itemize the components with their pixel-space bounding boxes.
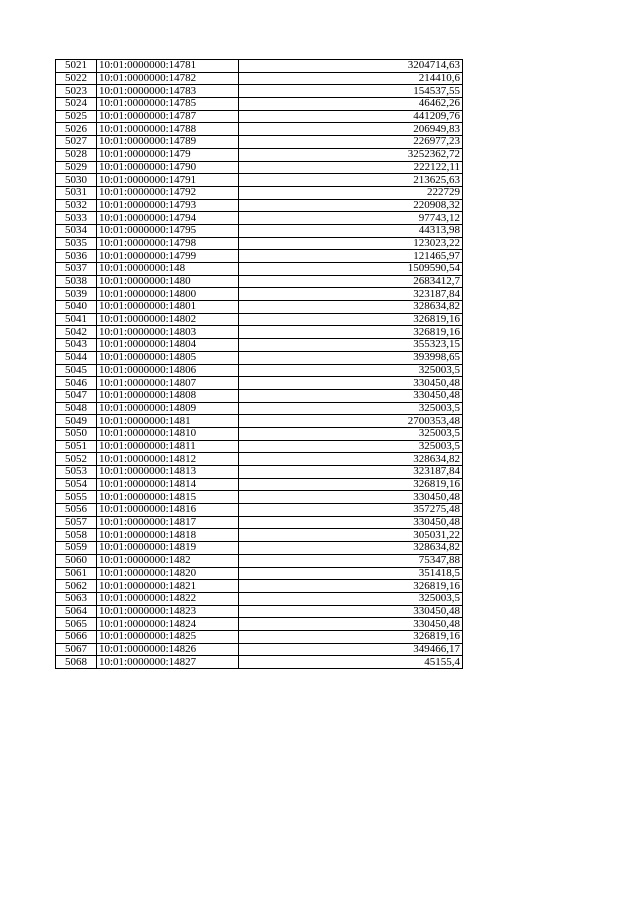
value-cell: 326819,16	[239, 478, 463, 491]
cadastral-number-cell: 10:01:0000000:14813	[97, 466, 239, 479]
row-number-cell: 5024	[56, 98, 97, 111]
row-number-cell: 5050	[56, 427, 97, 440]
cadastral-number-cell: 10:01:0000000:14791	[97, 174, 239, 187]
value-cell: 330450,48	[239, 389, 463, 402]
row-number-cell: 5046	[56, 377, 97, 390]
cadastral-number-cell: 10:01:0000000:14825	[97, 630, 239, 643]
row-number-cell: 5048	[56, 402, 97, 415]
row-number-cell: 5056	[56, 504, 97, 517]
value-cell: 330450,48	[239, 491, 463, 504]
row-number-cell: 5053	[56, 466, 97, 479]
value-cell: 44313,98	[239, 224, 463, 237]
cadastral-number-cell: 10:01:0000000:14794	[97, 212, 239, 225]
row-number-cell: 5065	[56, 618, 97, 631]
value-cell: 328634,82	[239, 301, 463, 314]
cadastral-number-cell: 10:01:0000000:14812	[97, 453, 239, 466]
table-row	[56, 72, 463, 85]
row-number-cell: 5041	[56, 313, 97, 326]
table-row	[56, 339, 463, 352]
value-cell: 305031,22	[239, 529, 463, 542]
value-cell: 325003,5	[239, 402, 463, 415]
value-cell: 46462,26	[239, 98, 463, 111]
row-number-cell: 5035	[56, 237, 97, 250]
row-number-cell: 5063	[56, 592, 97, 605]
value-cell: 3204714,63	[239, 60, 463, 73]
cadastral-number-cell: 10:01:0000000:14800	[97, 288, 239, 301]
cadastral-number-cell: 10:01:0000000:14788	[97, 123, 239, 136]
cadastral-number-cell: 10:01:0000000:14785	[97, 98, 239, 111]
cadastral-number-cell: 10:01:0000000:14783	[97, 85, 239, 98]
value-cell: 214410,6	[239, 72, 463, 85]
row-number-cell: 5045	[56, 364, 97, 377]
data-table	[55, 59, 463, 669]
table-row	[56, 301, 463, 314]
cadastral-number-cell: 10:01:0000000:14781	[97, 60, 239, 73]
row-number-cell: 5054	[56, 478, 97, 491]
cadastral-number-cell: 10:01:0000000:14819	[97, 542, 239, 555]
value-cell: 326819,16	[239, 580, 463, 593]
table-body	[56, 60, 463, 669]
cadastral-number-cell: 10:01:0000000:14816	[97, 504, 239, 517]
table-row	[56, 377, 463, 390]
cadastral-number-cell: 10:01:0000000:14806	[97, 364, 239, 377]
cadastral-number-cell: 10:01:0000000:14823	[97, 605, 239, 618]
table-row	[56, 466, 463, 479]
table-row	[56, 212, 463, 225]
value-cell: 220908,32	[239, 199, 463, 212]
row-number-cell: 5047	[56, 389, 97, 402]
cadastral-number-cell: 10:01:0000000:14790	[97, 161, 239, 174]
value-cell: 323187,84	[239, 288, 463, 301]
table-row	[56, 453, 463, 466]
value-cell: 393998,65	[239, 351, 463, 364]
row-number-cell: 5036	[56, 250, 97, 263]
value-cell: 222729	[239, 186, 463, 199]
row-number-cell: 5059	[56, 542, 97, 555]
cadastral-number-cell: 10:01:0000000:14826	[97, 643, 239, 656]
table-row	[56, 516, 463, 529]
cadastral-number-cell: 10:01:0000000:14814	[97, 478, 239, 491]
cadastral-number-cell: 10:01:0000000:14789	[97, 136, 239, 149]
value-cell: 351418,5	[239, 567, 463, 580]
value-cell: 213625,63	[239, 174, 463, 187]
row-number-cell: 5039	[56, 288, 97, 301]
row-number-cell: 5029	[56, 161, 97, 174]
row-number-cell: 5030	[56, 174, 97, 187]
table-row	[56, 592, 463, 605]
cadastral-number-cell: 10:01:0000000:14824	[97, 618, 239, 631]
table-row	[56, 98, 463, 111]
row-number-cell: 5051	[56, 440, 97, 453]
value-cell: 328634,82	[239, 542, 463, 555]
table-row	[56, 60, 463, 73]
table-row	[56, 174, 463, 187]
value-cell: 328634,82	[239, 453, 463, 466]
value-cell: 323187,84	[239, 466, 463, 479]
table-row	[56, 237, 463, 250]
table-row	[56, 402, 463, 415]
row-number-cell: 5057	[56, 516, 97, 529]
row-number-cell: 5052	[56, 453, 97, 466]
cadastral-number-cell: 10:01:0000000:14811	[97, 440, 239, 453]
cadastral-number-cell: 10:01:0000000:14827	[97, 656, 239, 669]
table-row	[56, 123, 463, 136]
table-row	[56, 326, 463, 339]
row-number-cell: 5022	[56, 72, 97, 85]
cadastral-number-cell: 10:01:0000000:14798	[97, 237, 239, 250]
value-cell: 1509590,54	[239, 263, 463, 276]
cadastral-number-cell: 10:01:0000000:14821	[97, 580, 239, 593]
value-cell: 441209,76	[239, 110, 463, 123]
value-cell: 326819,16	[239, 630, 463, 643]
value-cell: 154537,55	[239, 85, 463, 98]
row-number-cell: 5033	[56, 212, 97, 225]
row-number-cell: 5068	[56, 656, 97, 669]
table-row	[56, 250, 463, 263]
value-cell: 325003,5	[239, 427, 463, 440]
table-row	[56, 529, 463, 542]
cadastral-number-cell: 10:01:0000000:14799	[97, 250, 239, 263]
value-cell: 222122,11	[239, 161, 463, 174]
value-cell: 75347,88	[239, 554, 463, 567]
table-row	[56, 351, 463, 364]
table-row	[56, 567, 463, 580]
cadastral-number-cell: 10:01:0000000:14815	[97, 491, 239, 504]
table-row	[56, 136, 463, 149]
row-number-cell: 5027	[56, 136, 97, 149]
cadastral-number-cell: 10:01:0000000:14817	[97, 516, 239, 529]
row-number-cell: 5061	[56, 567, 97, 580]
value-cell: 357275,48	[239, 504, 463, 517]
cadastral-number-cell: 10:01:0000000:14822	[97, 592, 239, 605]
row-number-cell: 5060	[56, 554, 97, 567]
cadastral-number-cell: 10:01:0000000:14820	[97, 567, 239, 580]
table-row	[56, 313, 463, 326]
table-row	[56, 580, 463, 593]
value-cell: 349466,17	[239, 643, 463, 656]
table-row	[56, 656, 463, 669]
row-number-cell: 5067	[56, 643, 97, 656]
row-number-cell: 5038	[56, 275, 97, 288]
cadastral-number-cell: 10:01:0000000:14787	[97, 110, 239, 123]
row-number-cell: 5044	[56, 351, 97, 364]
table-row	[56, 618, 463, 631]
value-cell: 325003,5	[239, 364, 463, 377]
row-number-cell: 5049	[56, 415, 97, 428]
value-cell: 325003,5	[239, 440, 463, 453]
row-number-cell: 5055	[56, 491, 97, 504]
cadastral-number-cell: 10:01:0000000:1480	[97, 275, 239, 288]
row-number-cell: 5025	[56, 110, 97, 123]
cadastral-number-cell: 10:01:0000000:1482	[97, 554, 239, 567]
value-cell: 330450,48	[239, 516, 463, 529]
value-cell: 2683412,7	[239, 275, 463, 288]
table-row	[56, 643, 463, 656]
cadastral-number-cell: 10:01:0000000:14809	[97, 402, 239, 415]
row-number-cell: 5043	[56, 339, 97, 352]
cadastral-number-cell: 10:01:0000000:14782	[97, 72, 239, 85]
table-row	[56, 554, 463, 567]
cadastral-number-cell: 10:01:0000000:1479	[97, 148, 239, 161]
value-cell: 330450,48	[239, 605, 463, 618]
table-row	[56, 275, 463, 288]
cadastral-number-cell: 10:01:0000000:14803	[97, 326, 239, 339]
value-cell: 2700353,48	[239, 415, 463, 428]
row-number-cell: 5040	[56, 301, 97, 314]
value-cell: 355323,15	[239, 339, 463, 352]
value-cell: 121465,97	[239, 250, 463, 263]
table-row	[56, 161, 463, 174]
row-number-cell: 5042	[56, 326, 97, 339]
row-number-cell: 5058	[56, 529, 97, 542]
value-cell: 326819,16	[239, 326, 463, 339]
cadastral-number-cell: 10:01:0000000:14805	[97, 351, 239, 364]
value-cell: 330450,48	[239, 618, 463, 631]
value-cell: 330450,48	[239, 377, 463, 390]
table-row	[56, 186, 463, 199]
cadastral-number-cell: 10:01:0000000:14795	[97, 224, 239, 237]
row-number-cell: 5023	[56, 85, 97, 98]
table-row	[56, 389, 463, 402]
table-row	[56, 415, 463, 428]
table-row	[56, 364, 463, 377]
cadastral-number-cell: 10:01:0000000:14801	[97, 301, 239, 314]
table-row	[56, 605, 463, 618]
cadastral-number-cell: 10:01:0000000:14808	[97, 389, 239, 402]
table-row	[56, 440, 463, 453]
table-row	[56, 110, 463, 123]
cadastral-number-cell: 10:01:0000000:14802	[97, 313, 239, 326]
table-row	[56, 491, 463, 504]
cadastral-number-cell: 10:01:0000000:148	[97, 263, 239, 276]
value-cell: 226977,23	[239, 136, 463, 149]
table-row	[56, 263, 463, 276]
table-row	[56, 427, 463, 440]
table-row	[56, 148, 463, 161]
cadastral-number-cell: 10:01:0000000:14792	[97, 186, 239, 199]
value-cell: 3252362,72	[239, 148, 463, 161]
row-number-cell: 5062	[56, 580, 97, 593]
table-row	[56, 542, 463, 555]
table-row	[56, 199, 463, 212]
cadastral-number-cell: 10:01:0000000:14804	[97, 339, 239, 352]
value-cell: 97743,12	[239, 212, 463, 225]
value-cell: 326819,16	[239, 313, 463, 326]
table-row	[56, 630, 463, 643]
row-number-cell: 5028	[56, 148, 97, 161]
value-cell: 45155,4	[239, 656, 463, 669]
row-number-cell: 5021	[56, 60, 97, 73]
row-number-cell: 5037	[56, 263, 97, 276]
value-cell: 325003,5	[239, 592, 463, 605]
cadastral-number-cell: 10:01:0000000:1481	[97, 415, 239, 428]
row-number-cell: 5034	[56, 224, 97, 237]
row-number-cell: 5031	[56, 186, 97, 199]
table-row	[56, 85, 463, 98]
table-row	[56, 504, 463, 517]
table-row	[56, 288, 463, 301]
value-cell: 123023,22	[239, 237, 463, 250]
cadastral-number-cell: 10:01:0000000:14810	[97, 427, 239, 440]
row-number-cell: 5064	[56, 605, 97, 618]
cadastral-number-cell: 10:01:0000000:14807	[97, 377, 239, 390]
row-number-cell: 5066	[56, 630, 97, 643]
table-row	[56, 224, 463, 237]
cadastral-number-cell: 10:01:0000000:14793	[97, 199, 239, 212]
row-number-cell: 5026	[56, 123, 97, 136]
table-row	[56, 478, 463, 491]
value-cell: 206949,83	[239, 123, 463, 136]
row-number-cell: 5032	[56, 199, 97, 212]
cadastral-number-cell: 10:01:0000000:14818	[97, 529, 239, 542]
